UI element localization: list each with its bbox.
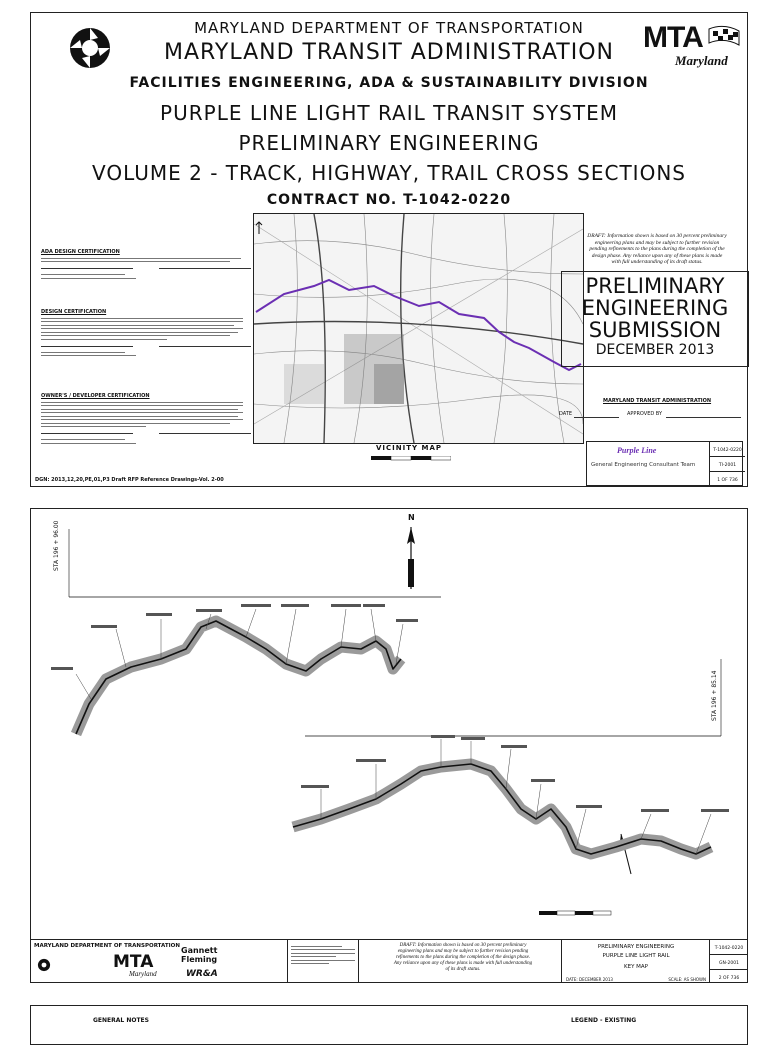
graphic-scale-icon bbox=[371, 456, 451, 464]
general-notes-title: GENERAL NOTES bbox=[93, 1017, 149, 1024]
key-map-drawing bbox=[31, 509, 747, 982]
approval-header: MARYLAND TRANSIT ADMINISTRATION bbox=[603, 398, 712, 404]
station-label-right: STA 196 + 85.14 bbox=[711, 670, 718, 721]
header-line-phase: PRELIMINARY ENGINEERING bbox=[238, 131, 540, 155]
tb-key-map: KEY MAP bbox=[623, 964, 648, 970]
draft-note: DRAFT: Information shown is based on 30 percent preliminary engineering plans and may be subject to further revision pending refinements to the plans during the completion of the design phase. Any reliance upon any of these plans is made with full understanding of its draft status. bbox=[587, 233, 727, 265]
tb-draft-note: DRAFT: Information shown is based on 30 percent preliminary engineering plans and may be subject to further revision pending refinements to the plans during the completion of the design phase. Any reliance upon any of these plans is made with full understanding of its draft status. bbox=[393, 943, 533, 972]
cert-title: DESIGN CERTIFICATION bbox=[41, 309, 107, 315]
header-line-project: PURPLE LINE LIGHT RAIL TRANSIT SYSTEM bbox=[160, 101, 618, 125]
station-label-left: STA 196 + 96.00 bbox=[53, 520, 60, 571]
vicinity-map bbox=[253, 213, 584, 444]
tb-drawing-no-value: GN-2001 bbox=[710, 955, 748, 970]
mdot-logo-icon bbox=[37, 958, 51, 972]
prelim-line-1: PRELIMINARY bbox=[585, 274, 725, 298]
header-line-mdot: MARYLAND DEPARTMENT OF TRANSPORTATION bbox=[194, 19, 584, 37]
title-block bbox=[586, 441, 743, 486]
tb-title-cells bbox=[561, 940, 710, 983]
header-line-volume: VOLUME 2 - TRACK, HIGHWAY, TRAIL CROSS SECTIONS bbox=[92, 161, 686, 185]
mta-logo-text: MTA bbox=[643, 21, 703, 54]
tb-contract-no-value: T-1042-0220 bbox=[710, 940, 748, 955]
cert-text bbox=[41, 352, 251, 357]
cert-text bbox=[41, 258, 251, 263]
tb-gannett: Gannett Fleming bbox=[181, 946, 218, 964]
purple-line-logo: Purple Line bbox=[617, 446, 657, 455]
tb-mta-logo: MTA bbox=[113, 952, 154, 972]
cert-text bbox=[41, 274, 251, 279]
tb-wra: WR&A bbox=[186, 969, 218, 979]
vicinity-map-drawing bbox=[254, 214, 583, 443]
drawing-no-value: TI-2001 bbox=[710, 457, 745, 472]
north-arrow-icon bbox=[407, 527, 415, 589]
header-line-division: FACILITIES ENGINEERING, ADA & SUSTAINABILITY DIVISION bbox=[129, 75, 649, 91]
key-map-sheet bbox=[30, 508, 748, 983]
key-map-title-block bbox=[31, 939, 747, 982]
tb-scale-text: SCALE: AS SHOWN bbox=[668, 977, 706, 982]
tb-number-cells bbox=[709, 940, 748, 983]
tb-mta-sub: Maryland bbox=[129, 970, 157, 978]
signature-row bbox=[41, 346, 251, 348]
approval-date-label: DATE bbox=[559, 411, 573, 417]
ada-certification bbox=[41, 249, 251, 281]
graphic-scale-icon bbox=[539, 911, 611, 915]
cert-title: OWNER'S / DEVELOPER CERTIFICATION bbox=[41, 393, 150, 399]
sheet-no-value: 1 OF 736 bbox=[717, 478, 738, 483]
owner-certification bbox=[41, 393, 251, 446]
prelim-line-2: ENGINEERING bbox=[581, 296, 729, 320]
legend-title: LEGEND - EXISTING bbox=[571, 1017, 637, 1024]
header-line-mta: MARYLAND TRANSIT ADMINISTRATION bbox=[163, 40, 615, 65]
tb-sheet-no-value: 2 OF 736 bbox=[718, 976, 740, 981]
header-line-contract: CONTRACT NO. T-1042-0220 bbox=[266, 192, 512, 208]
approval-date-line bbox=[574, 417, 619, 418]
prelim-submission-box bbox=[561, 271, 749, 367]
mta-logo-sub: Maryland bbox=[675, 53, 728, 68]
cert-text bbox=[41, 402, 251, 428]
prelim-line-4: DECEMBER 2013 bbox=[595, 342, 715, 358]
cert-text bbox=[41, 439, 251, 444]
general-notes-sheet bbox=[30, 1005, 748, 1045]
signature-row bbox=[41, 268, 251, 270]
vicinity-map-label: VICINITY MAP bbox=[376, 444, 443, 452]
dgn-note: DGN: 2013,12,20,PE,01,P3 Draft RFP Reference Drawings-Vol. 2-00 bbox=[35, 477, 224, 483]
cert-title: ADA DESIGN CERTIFICATION bbox=[41, 249, 120, 255]
tb-prelim-eng: PRELIMINARY ENGINEERING bbox=[597, 944, 675, 950]
tb-agency: MARYLAND DEPARTMENT OF TRANSPORTATION bbox=[34, 943, 180, 949]
signature-row bbox=[41, 433, 251, 435]
approval-sign-line bbox=[666, 417, 741, 418]
design-certification bbox=[41, 309, 251, 359]
cert-text bbox=[41, 318, 251, 340]
gec-team-text: General Engineering Consultant Team bbox=[591, 462, 696, 468]
tb-date-text: DATE: DECEMBER 2013 bbox=[566, 977, 613, 982]
prelim-line-3: SUBMISSION bbox=[588, 318, 722, 342]
tb-cert-block bbox=[287, 940, 359, 983]
cover-sheet bbox=[30, 12, 748, 487]
title-block-cells bbox=[709, 442, 745, 487]
contract-no-value: T-1042-0220 bbox=[710, 442, 745, 457]
tb-purple-line-lr: PURPLE LINE LIGHT RAIL bbox=[602, 953, 670, 959]
approval-by-label: APPROVED BY bbox=[627, 411, 663, 417]
north-label: N bbox=[408, 513, 415, 522]
